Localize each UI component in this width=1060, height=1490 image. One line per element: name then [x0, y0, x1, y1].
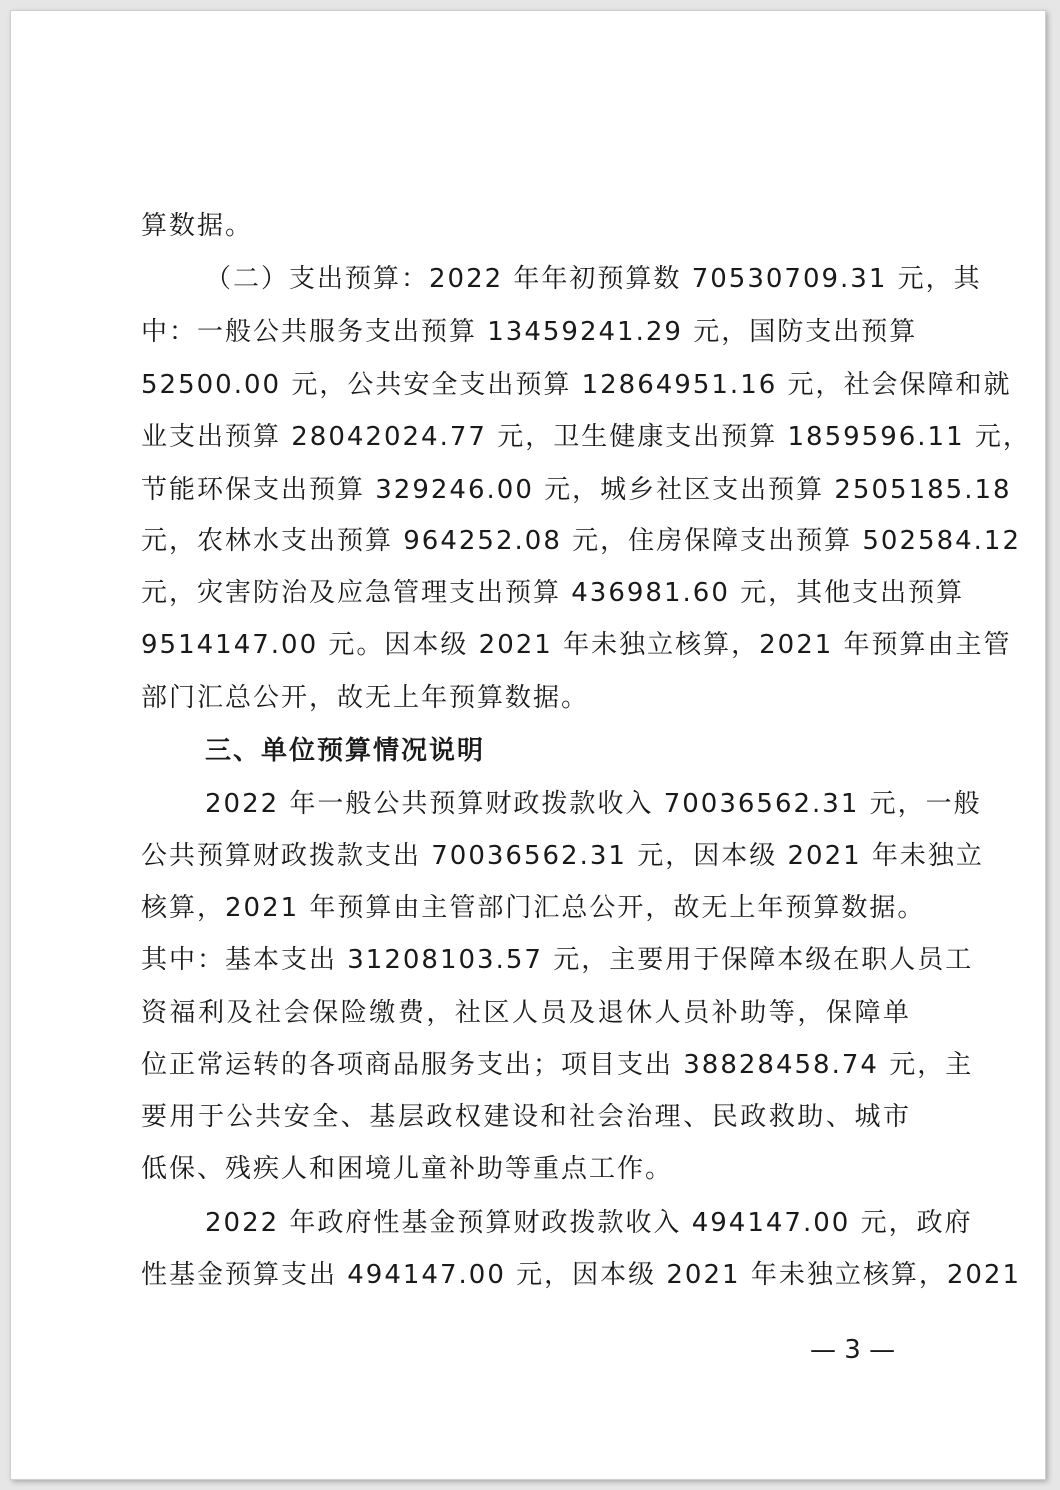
text-line: 其中：基本支出 31208103.57 元，主要用于保障本级在职人员工	[141, 945, 974, 975]
text-line: 元，灾害防治及应急管理支出预算 436981.60 元，其他支出预算	[141, 578, 965, 608]
text-line: 位正常运转的各项商品服务支出；项目支出 38828458.74 元，主	[141, 1050, 974, 1080]
text-line: 核算，2021 年预算由主管部门汇总公开，故无上年预算数据。	[141, 893, 926, 923]
text-line: 中：一般公共服务支出预算 13459241.29 元，国防支出预算	[141, 317, 918, 347]
text-line: 节能环保支出预算 329246.00 元，城乡社区支出预算 2505185.18	[141, 475, 1012, 505]
text-line: 52500.00 元，公共安全支出预算 12864951.16 元，社会保障和就	[141, 370, 1012, 400]
text-line: 算数据。	[141, 211, 254, 241]
text-line: 部门汇总公开，故无上年预算数据。	[141, 683, 590, 713]
text-line: 公共预算财政拨款支出 70036562.31 元，因本级 2021 年未独立	[141, 841, 984, 871]
text-line: 元，农林水支出预算 964252.08 元，住房保障支出预算 502584.12	[141, 526, 1021, 556]
text-line: 业支出预算 28042024.77 元，卫生健康支出预算 1859596.11 元，	[141, 422, 1031, 452]
text-line: 要用于公共安全、基层政权建设和社会治理、民政救助、城市	[141, 1102, 911, 1132]
page-number: — 3 —	[810, 1335, 896, 1365]
text-line: 性基金预算支出 494147.00 元，因本级 2021 年未独立核算，2021	[141, 1260, 1021, 1290]
text-line: 2022 年一般公共预算财政拨款收入 70036562.31 元，一般	[205, 789, 982, 819]
text-line: 低保、残疾人和困境儿童补助等重点工作。	[141, 1154, 674, 1184]
text-line: 9514147.00 元。因本级 2021 年未独立核算，2021 年预算由主管	[141, 630, 1012, 660]
section-heading: 三、单位预算情况说明	[205, 736, 486, 766]
text-line: 资福利及社会保险缴费，社区人员及退休人员补助等，保障单	[141, 998, 911, 1028]
text-line: （二）支出预算：2022 年年初预算数 70530709.31 元，其	[205, 264, 982, 294]
text-line: 2022 年政府性基金预算财政拨款收入 494147.00 元，政府	[205, 1208, 973, 1238]
